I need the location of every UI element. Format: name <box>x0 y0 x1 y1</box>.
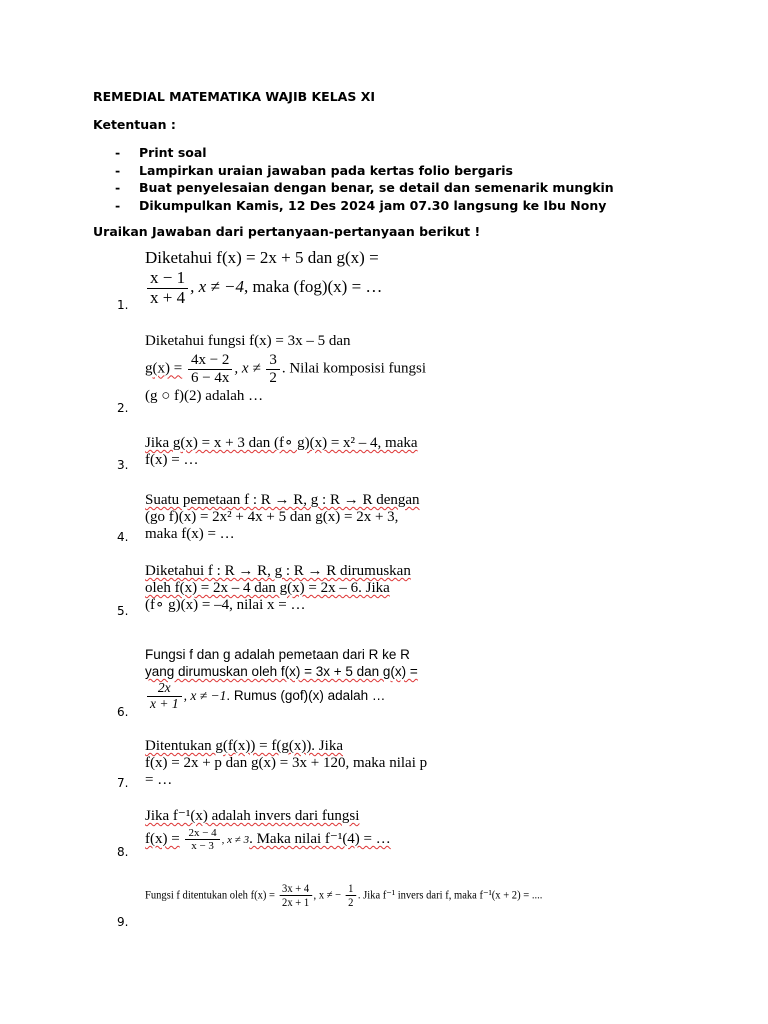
question-number: 3. <box>117 458 129 472</box>
question-tail: . Maka nilai f⁻¹(4) = … <box>249 831 391 848</box>
bullet-dash: - <box>115 197 121 213</box>
fraction <box>188 352 232 386</box>
rules-heading: Ketentuan : <box>93 117 176 132</box>
question-tail: . Rumus (gof)(x) adalah … <box>226 687 386 703</box>
fraction <box>279 882 311 909</box>
fraction-denominator: x + 4 <box>150 287 186 307</box>
question-number: 4. <box>117 530 129 544</box>
question-number: 7. <box>117 776 129 790</box>
document-title: REMEDIAL MATEMATIKA WAJIB KELAS XI <box>93 89 375 104</box>
question-text: oleh f(x) = 2x – 4 dan g(x) = 2x – 6. Jika <box>145 580 390 596</box>
question-9 <box>145 882 542 909</box>
fraction-denominator: 2x + 1 <box>282 895 310 910</box>
fraction-numerator: 2x − 4 <box>185 827 219 840</box>
question-text: Diketahui f(x) = 2x + 5 dan g(x) = <box>145 248 379 267</box>
question-formula <box>145 681 418 712</box>
question-tail: . Jika f⁻¹ invers dari f, maka f⁻¹(x + 2) = .... <box>357 887 543 902</box>
fraction <box>147 269 188 307</box>
instructions-text: Uraikan Jawaban dari pertanyaan-pertanyaan berikut ! <box>93 224 481 239</box>
fraction-numerator: 3 <box>266 352 280 370</box>
condition: , x ≠ 3 <box>221 834 250 847</box>
rule-text: Dikumpulkan Kamis, 12 Des 2024 jam 07.30 langsung ke Ibu Nony <box>139 197 607 213</box>
bullet-dash: - <box>115 180 121 195</box>
fraction <box>266 352 280 386</box>
question-text: = … <box>145 772 173 788</box>
rule-text: Buat penyelesaian dengan benar, se detail dan semenarik mungkin <box>139 180 614 195</box>
fraction <box>346 882 357 909</box>
question-formula <box>145 269 382 307</box>
fraction <box>185 827 219 852</box>
question-number: 9. <box>117 915 129 929</box>
bullet-dash: - <box>115 162 121 178</box>
question-2 <box>145 333 426 405</box>
question-text: Fungsi f ditentukan oleh f(x) = <box>145 887 276 902</box>
fraction-numerator: 3x + 4 <box>279 882 311 896</box>
question-text: f(x) = … <box>145 452 199 468</box>
fraction-denominator: 2 <box>269 369 277 386</box>
question-text: (f∘ g)(x) = –4, nilai x = … <box>145 597 306 613</box>
condition: , x ≠ <box>234 360 261 377</box>
question-formula <box>145 827 391 852</box>
question-number: 8. <box>117 845 129 859</box>
rule-item <box>115 162 614 180</box>
condition: , x ≠ − <box>313 887 342 902</box>
fraction-numerator: 1 <box>346 882 357 896</box>
question-text: Jika g(x) = x + 3 dan (f∘ g)(x) = x² – 4, maka <box>145 435 418 451</box>
question-number: 5. <box>117 604 129 618</box>
question-4 <box>145 492 420 543</box>
fraction-numerator: 2x <box>147 681 182 697</box>
question-text: f(x) = 2x + p dan g(x) = 3x + 120, maka nilai p <box>145 755 428 771</box>
question-7 <box>145 738 427 789</box>
question-text: maka f(x) = … <box>145 526 235 542</box>
question-text: Ditentukan g(f(x)) = f(g(x)). Jika <box>145 738 343 754</box>
condition: , x ≠ −4 <box>190 277 244 297</box>
rule-text: Lampirkan uraian jawaban pada kertas folio bergaris <box>139 162 513 178</box>
question-number: 2. <box>117 401 129 415</box>
question-8 <box>145 808 391 852</box>
question-number: 1. <box>117 298 129 312</box>
question-number: 6. <box>117 705 129 719</box>
question-text: Fungsi f dan g adalah pemetaan dari R ke R <box>145 647 410 662</box>
question-text: (go f)(x) = 2x² + 4x + 5 dan g(x) = 2x + 3, <box>145 509 399 525</box>
rule-text: Print soal <box>139 145 207 160</box>
rule-item <box>115 144 614 162</box>
question-text: Suatu pemetaan f : R → R, g : R → R dengan <box>145 492 420 508</box>
question-tail: . Nilai komposisi fungsi <box>281 360 426 377</box>
condition: , x ≠ −1 <box>183 687 227 703</box>
question-formula <box>145 882 542 909</box>
fraction-denominator: x − 3 <box>191 840 214 853</box>
question-3 <box>145 435 418 469</box>
fraction-numerator: x − 1 <box>147 269 188 289</box>
rule-item <box>115 197 614 215</box>
g-label: g(x) = <box>145 360 183 377</box>
rules-list <box>115 144 614 214</box>
question-5 <box>145 563 411 614</box>
question-text: Diketahui f : R → R, g : R → R dirumuskan <box>145 563 411 579</box>
fraction-denominator: 2 <box>348 895 354 910</box>
question-text: Jika f⁻¹(x) adalah invers dari fungsi <box>145 808 360 824</box>
bullet-dash: - <box>115 145 121 160</box>
question-1 <box>145 247 382 307</box>
f-label: f(x) = <box>145 831 180 848</box>
question-formula <box>145 352 426 386</box>
question-6 <box>145 646 418 712</box>
question-text: Diketahui fungsi f(x) = 3x – 5 dan <box>145 333 351 349</box>
question-text: yang dirumuskan oleh f(x) = 3x + 5 dan g(x) = <box>145 664 418 679</box>
fraction <box>147 681 182 712</box>
fraction-denominator: 6 − 4x <box>190 369 230 386</box>
rule-item <box>115 179 614 197</box>
fraction-denominator: x + 1 <box>150 695 179 711</box>
question-tail: , maka (fog)(x) = … <box>243 277 383 297</box>
question-text: (g ○ f)(2) adalah … <box>145 388 264 404</box>
fraction-numerator: 4x − 2 <box>188 352 232 370</box>
